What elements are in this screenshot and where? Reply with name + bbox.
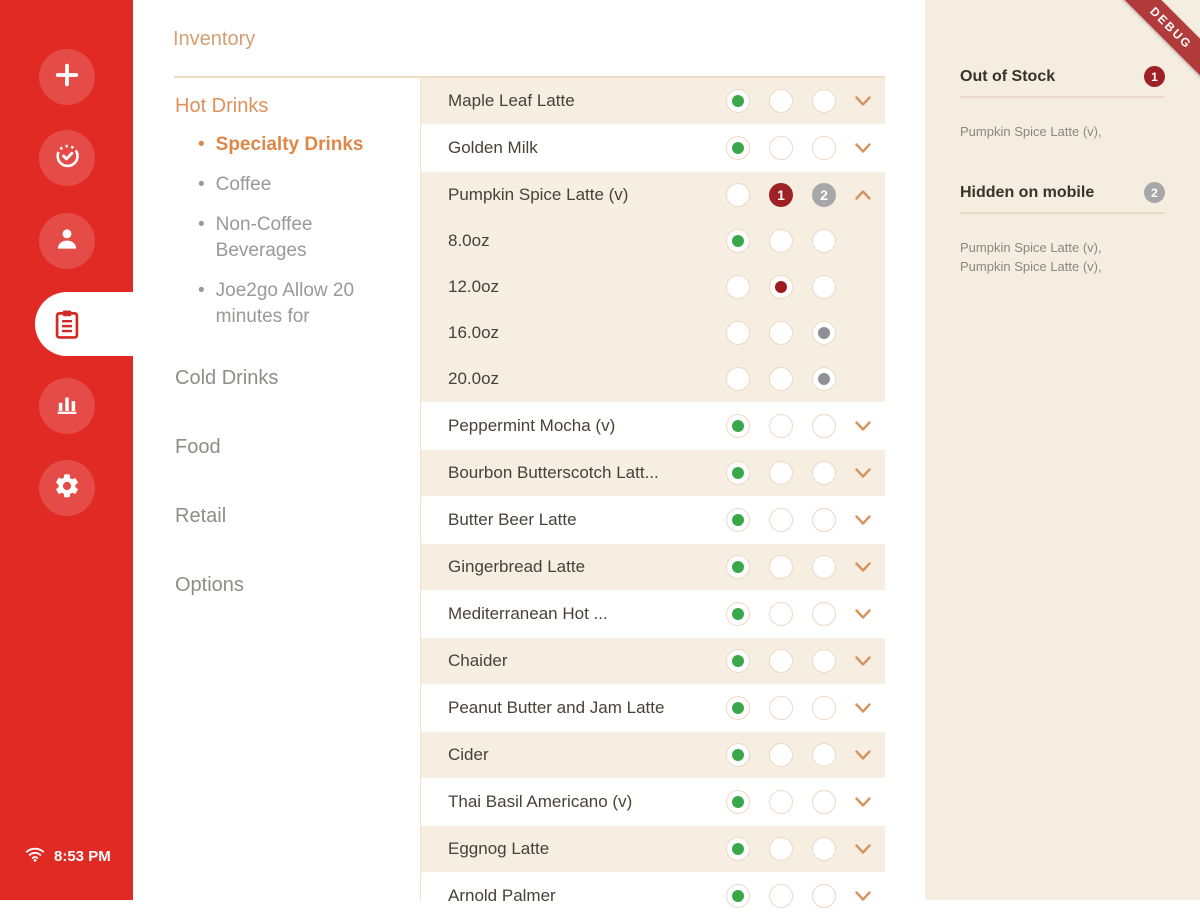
page-title: Inventory (173, 28, 256, 50)
out-of-stock-count-badge: 1 (1144, 66, 1165, 87)
subcategory-joe2go-allow-20-minutes-for[interactable] (198, 278, 425, 330)
green-status-dot (732, 467, 744, 479)
toggle-group (726, 125, 871, 171)
size-row[interactable] (421, 310, 885, 356)
customers-button[interactable] (39, 213, 95, 269)
debug-ribbon: DEBUG (1105, 0, 1200, 94)
toggle-group (726, 732, 871, 778)
hidden-toggle[interactable] (812, 743, 836, 767)
item-name: Thai Basil Americano (v) (448, 792, 633, 811)
toggle-group (726, 218, 871, 264)
chevron-down-icon[interactable] (855, 703, 871, 713)
chevron-down-icon[interactable] (855, 96, 871, 106)
status-item: Pumpkin Spice Latte (v), (960, 240, 1102, 255)
hidden-on-mobile-title: Hidden on mobile (960, 183, 1095, 201)
bullet-icon: • (198, 214, 205, 235)
size-row[interactable] (421, 218, 885, 264)
gear-icon (53, 472, 81, 505)
toggle-group (726, 544, 871, 590)
out-of-stock-title: Out of Stock (960, 67, 1056, 85)
green-status-dot (732, 561, 744, 573)
item-name: Mediterranean Hot ... (448, 604, 608, 623)
chevron-down-icon[interactable] (855, 750, 871, 760)
out-of-stock-toggle[interactable] (769, 275, 793, 299)
chevron-down-icon[interactable] (855, 562, 871, 572)
settings-button[interactable] (39, 460, 95, 516)
chevron-down-icon[interactable] (855, 515, 871, 525)
chevron-down-icon[interactable] (855, 421, 871, 431)
toggle-group (726, 450, 871, 496)
status-item: Pumpkin Spice Latte (v), (960, 259, 1102, 274)
chevron-up-icon[interactable] (855, 190, 871, 200)
size-row[interactable] (421, 264, 885, 310)
status-panel (925, 0, 1200, 900)
chevron-down-icon[interactable] (855, 468, 871, 478)
toggle-group (726, 873, 871, 919)
size-name: 8.0oz (448, 231, 490, 250)
toggle-group (726, 497, 871, 543)
hidden-toggle[interactable] (812, 89, 836, 113)
out-of-stock-toggle[interactable] (769, 136, 793, 160)
subcategory-specialty-drinks[interactable] (198, 132, 425, 158)
toggle-group (726, 310, 871, 356)
gray-status-dot (818, 373, 830, 385)
item-name: Eggnog Latte (448, 839, 550, 858)
item-list (421, 78, 885, 920)
item-row[interactable] (421, 450, 885, 496)
item-row[interactable] (421, 732, 885, 778)
available-toggle[interactable] (726, 555, 750, 579)
item-name: Pumpkin Spice Latte (v) (448, 185, 629, 204)
out-of-stock-toggle[interactable] (769, 367, 793, 391)
sidebar (0, 0, 133, 900)
chevron-spacer (855, 328, 871, 338)
wifi-icon (24, 843, 46, 869)
chevron-spacer (855, 236, 871, 246)
hidden-toggle[interactable] (812, 790, 836, 814)
reports-button[interactable] (39, 378, 95, 434)
chevron-down-icon[interactable] (855, 797, 871, 807)
hidden-toggle[interactable] (812, 555, 836, 579)
out-of-stock-toggle[interactable] (769, 602, 793, 626)
green-status-dot (732, 843, 744, 855)
available-toggle[interactable] (726, 649, 750, 673)
out-of-stock-toggle[interactable] (769, 743, 793, 767)
item-name: Chaider (448, 651, 508, 670)
item-row[interactable] (421, 826, 885, 872)
available-toggle[interactable] (726, 321, 750, 345)
out-of-stock-count-badge[interactable]: 1 (769, 183, 793, 207)
available-toggle[interactable] (726, 367, 750, 391)
out-of-stock-toggle[interactable] (769, 321, 793, 345)
item-name: Peppermint Mocha (v) (448, 416, 616, 435)
gray-status-dot (818, 327, 830, 339)
available-toggle[interactable] (726, 508, 750, 532)
hidden-toggle[interactable] (812, 696, 836, 720)
available-toggle[interactable] (726, 461, 750, 485)
subcategory-label: Coffee (215, 174, 272, 195)
category-retail[interactable]: Retail (175, 505, 227, 527)
subcategory-coffee[interactable] (198, 172, 425, 198)
item-name: Bourbon Butterscotch Latt... (448, 463, 659, 482)
toggle-group (726, 172, 871, 218)
chevron-spacer (855, 374, 871, 384)
subcategory-list (198, 132, 425, 330)
out-of-stock-toggle[interactable] (769, 229, 793, 253)
bullet-icon: • (198, 280, 205, 301)
hidden-count-badge[interactable]: 2 (812, 183, 836, 207)
bullet-icon: • (198, 134, 205, 155)
green-status-dot (732, 514, 744, 526)
bullet-icon: • (198, 174, 205, 195)
item-name: Maple Leaf Latte (448, 91, 575, 110)
item-row[interactable] (421, 125, 885, 171)
available-toggle[interactable] (726, 229, 750, 253)
toggle-group (726, 591, 871, 637)
clipboard-icon[interactable] (50, 307, 84, 341)
item-name: Golden Milk (448, 138, 538, 157)
category-food[interactable]: Food (175, 436, 221, 458)
item-name: Cider (448, 745, 489, 764)
section-divider (960, 212, 1165, 214)
size-name: 12.0oz (448, 277, 500, 296)
toggle-group (726, 826, 871, 872)
available-toggle[interactable] (726, 743, 750, 767)
hidden-toggle[interactable] (812, 275, 836, 299)
out-of-stock-toggle[interactable] (769, 790, 793, 814)
subcategory-label: Joe2go Allow 20 minutes for (215, 280, 355, 327)
out-of-stock-toggle[interactable] (769, 414, 793, 438)
chevron-down-icon[interactable] (855, 143, 871, 153)
green-status-dot (732, 235, 744, 247)
green-status-dot (732, 890, 744, 902)
red-status-dot (775, 281, 787, 293)
available-toggle[interactable] (726, 136, 750, 160)
subcategory-label: Non-Coffee Beverages (215, 214, 313, 261)
category-hot-drinks[interactable]: Hot Drinks (175, 95, 269, 117)
item-name: Butter Beer Latte (448, 510, 577, 529)
available-toggle[interactable] (726, 275, 750, 299)
chevron-down-icon[interactable] (855, 656, 871, 666)
item-row[interactable] (421, 497, 885, 543)
item-row[interactable] (421, 544, 885, 590)
clock-time: 8:53 PM (54, 847, 111, 865)
green-status-dot (732, 95, 744, 107)
green-status-dot (732, 702, 744, 714)
clock-check-icon (53, 142, 81, 175)
out-of-stock-toggle[interactable] (769, 555, 793, 579)
plus-icon (53, 61, 81, 94)
chevron-spacer (855, 282, 871, 292)
green-status-dot (732, 749, 744, 761)
item-row[interactable] (421, 873, 885, 919)
item-name: Arnold Palmer (448, 886, 556, 905)
toggle-group (726, 356, 871, 402)
item-name: Peanut Butter and Jam Latte (448, 698, 665, 717)
item-row[interactable] (421, 638, 885, 684)
toggle-group (726, 685, 871, 731)
chevron-down-icon[interactable] (855, 844, 871, 854)
out-of-stock-items (960, 122, 1165, 141)
hidden-on-mobile-count-badge: 2 (1144, 182, 1165, 203)
chevron-down-icon[interactable] (855, 609, 871, 619)
out-of-stock-toggle[interactable] (769, 508, 793, 532)
hidden-toggle[interactable] (812, 602, 836, 626)
hidden-on-mobile-items (960, 238, 1165, 276)
bar-chart-icon (53, 390, 81, 423)
category-cold-drinks[interactable]: Cold Drinks (175, 367, 279, 389)
out-of-stock-toggle[interactable] (769, 461, 793, 485)
out-of-stock-toggle[interactable] (769, 837, 793, 861)
available-toggle[interactable] (726, 837, 750, 861)
out-of-stock-toggle[interactable] (769, 89, 793, 113)
category-nav (175, 94, 425, 642)
category-options[interactable]: Options (175, 574, 244, 596)
available-toggle[interactable] (726, 183, 750, 207)
toggle-group (726, 638, 871, 684)
section-divider (960, 96, 1165, 98)
hidden-toggle[interactable] (812, 414, 836, 438)
item-row[interactable] (421, 172, 885, 218)
hidden-toggle[interactable] (812, 508, 836, 532)
size-row[interactable] (421, 356, 885, 402)
available-toggle[interactable] (726, 602, 750, 626)
hidden-toggle[interactable] (812, 136, 836, 160)
green-status-dot (732, 608, 744, 620)
size-name: 16.0oz (448, 323, 500, 342)
out-of-stock-section (960, 66, 1165, 141)
status-item: Pumpkin Spice Latte (v), (960, 124, 1102, 139)
subcategory-label: Specialty Drinks (215, 134, 364, 155)
item-name: Gingerbread Latte (448, 557, 586, 576)
out-of-stock-toggle[interactable] (769, 649, 793, 673)
hidden-on-mobile-section (960, 182, 1165, 276)
item-row[interactable] (421, 779, 885, 825)
status-bar (24, 843, 111, 869)
hidden-toggle[interactable] (812, 321, 836, 345)
hidden-toggle[interactable] (812, 837, 836, 861)
green-status-dot (732, 655, 744, 667)
toggle-group (726, 403, 871, 449)
item-row[interactable] (421, 591, 885, 637)
available-toggle[interactable] (726, 884, 750, 908)
hidden-toggle[interactable] (812, 649, 836, 673)
hidden-toggle[interactable] (812, 461, 836, 485)
person-icon (53, 225, 81, 258)
green-status-dot (732, 796, 744, 808)
toggle-group (726, 779, 871, 825)
out-of-stock-toggle[interactable] (769, 884, 793, 908)
toggle-group (726, 264, 871, 310)
orders-button[interactable] (39, 130, 95, 186)
available-toggle[interactable] (726, 89, 750, 113)
hidden-toggle[interactable] (812, 367, 836, 391)
expanded-item-group (421, 172, 885, 402)
toggle-group (726, 78, 871, 124)
out-of-stock-toggle[interactable] (769, 696, 793, 720)
size-name: 20.0oz (448, 369, 500, 388)
add-button[interactable] (39, 49, 95, 105)
item-row[interactable] (421, 78, 885, 124)
item-row[interactable] (421, 685, 885, 731)
item-row[interactable] (421, 403, 885, 449)
hidden-toggle[interactable] (812, 884, 836, 908)
available-toggle[interactable] (726, 696, 750, 720)
subcategory-non-coffee-beverages[interactable] (198, 212, 425, 264)
available-toggle[interactable] (726, 790, 750, 814)
green-status-dot (732, 142, 744, 154)
green-status-dot (732, 420, 744, 432)
available-toggle[interactable] (726, 414, 750, 438)
hidden-toggle[interactable] (812, 229, 836, 253)
